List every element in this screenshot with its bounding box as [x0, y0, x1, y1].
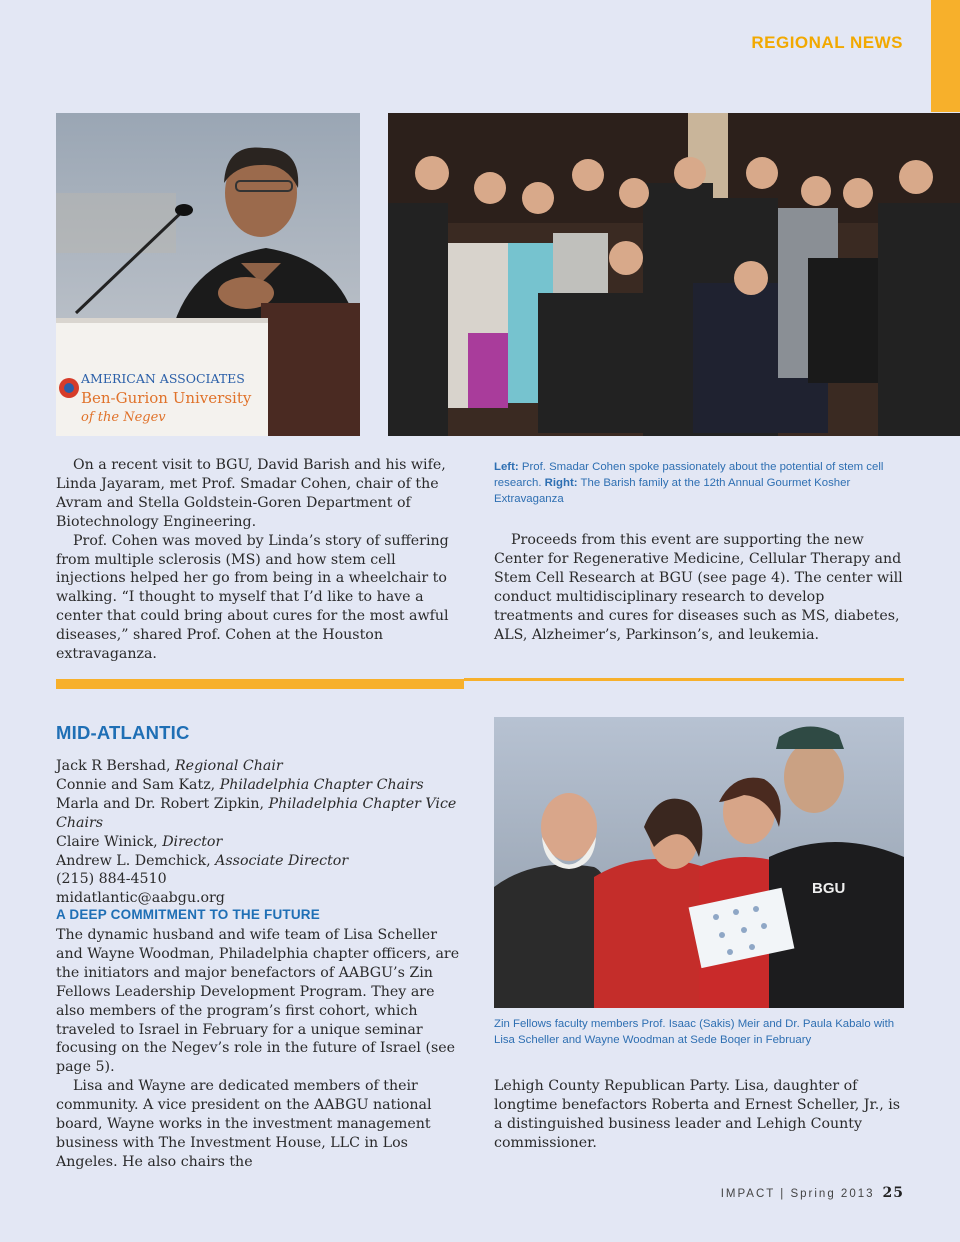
article-intro-right-column [494, 531, 904, 644]
contact-name: Claire Winick, [56, 833, 163, 850]
caption-right-label: Right: [544, 477, 578, 489]
paragraph: Prof. Cohen was moved by Linda’s story of suffering from multiple sclerosis (MS) and how stem cell injections helped her go from being in a wheelchair to walking. “I thought to myself that I’d like to have a center that could bring about cures for the most awful diseases,” shared Prof. Cohen at the Houston extravaganza. [56, 532, 449, 663]
contact-email: midatlantic@aabgu.org [56, 890, 225, 907]
contact-line [56, 776, 476, 795]
page-footer [721, 1185, 904, 1201]
contact-name: Andrew L. Demchick, [56, 852, 216, 869]
paragraph: Proceeds from this event are supporting the new Center for Regenerative Medicine, Cellular Therapy and Stem Cell Research at BGU (see page 4). The center will conduct multidisciplinary research to develop treatments and cures for diseases such as MS, diabetes, ALS, Alzheimer’s, Parkinson’s, and leukemia. [494, 532, 903, 643]
contact-line [56, 852, 476, 871]
contact-name: Marla and Dr. Robert Zipkin, [56, 795, 269, 812]
photo-speaker-at-podium [56, 113, 360, 436]
contact-line [56, 833, 476, 852]
contact-title: Philadelphia Chapter Vice Chairs [56, 795, 457, 831]
contact-title: Regional Chair [174, 758, 283, 774]
paragraph: On a recent visit to BGU, David Barish and his wife, Linda Jayaram, met Prof. Smadar Cohen, chair of the Avram and Stella Goldstein-Goren Department of Biotechnology Engineering. [56, 457, 446, 530]
caption-left-label: Left: [494, 461, 519, 473]
paragraph: Lisa and Wayne are dedicated members of their community. A vice president on the AABGU national board, Wayne works in the investment management business with The Investment House, LLC in Los Angeles. He also chairs the [56, 1078, 432, 1170]
contact-phone: (215) 884-4510 [56, 871, 167, 888]
article-subhead: A DEEP COMMITMENT TO THE FUTURE [56, 907, 320, 922]
podium-logo-line2: Ben-Gurion University [81, 389, 252, 407]
publication-name: IMPACT | Spring 2013 [720, 1188, 875, 1200]
contact-name: Jack R Bershad, [56, 758, 175, 774]
region-heading: MID-ATLANTIC [56, 722, 190, 743]
paragraph: The dynamic husband and wife team of Lisa Scheller and Wayne Woodman, Philadelphia chapter officers, are the initiators and major benefactors of AABGU’s Zin Fellows Leadership Development Program. They are also members of the program’s first cohort, which traveled to Israel in February for a unique seminar focusing on the Negev’s role in the future of Israel (see page 5). [56, 927, 460, 1076]
photo-zin-fellows [494, 717, 904, 1008]
contact-line [56, 757, 476, 776]
gold-corner-tab [931, 0, 960, 112]
podium-logo-line1: AMERICAN ASSOCIATES [81, 371, 245, 386]
article-body-right-column [494, 1077, 904, 1153]
photo-caption-bottom: Zin Fellows faculty members Prof. Isaac (Sakis) Meir and Dr. Paula Kabalo with Lisa Scheller and Wayne Woodman at Sede Boqer in February [494, 1018, 895, 1046]
caption-left-text: Prof. Smadar Cohen spoke passionately about the potential of stem cell research. [494, 461, 884, 489]
sweatshirt-logo-text: BGU [812, 880, 846, 897]
page-number: 25 [882, 1185, 904, 1201]
section-divider-thin [464, 678, 904, 681]
article-body-left-column [56, 926, 464, 1172]
article-intro-left-column [56, 456, 464, 664]
photo-barish-family-group [388, 113, 960, 436]
contact-name: Connie and Sam Katz, [56, 776, 220, 793]
section-divider-thick [56, 679, 464, 689]
contact-title: Associate Director [215, 852, 349, 869]
region-contacts [56, 757, 476, 908]
podium-logo-line3: of the Negev [81, 410, 166, 425]
section-tag: REGIONAL NEWS [751, 33, 903, 52]
paragraph: Lehigh County Republican Party. Lisa, daughter of longtime benefactors Roberta and Ernest Scheller, Jr., is a distinguished business leader and Lehigh County commissioner. [494, 1078, 901, 1151]
contact-line [56, 795, 476, 833]
contact-title: Director [162, 833, 223, 850]
contact-title: Philadelphia Chapter Chairs [219, 776, 424, 793]
photo-caption-top [494, 459, 894, 507]
caption-right-text: The Barish family at the 12th Annual Gourmet Kosher Extravaganza [494, 477, 851, 505]
